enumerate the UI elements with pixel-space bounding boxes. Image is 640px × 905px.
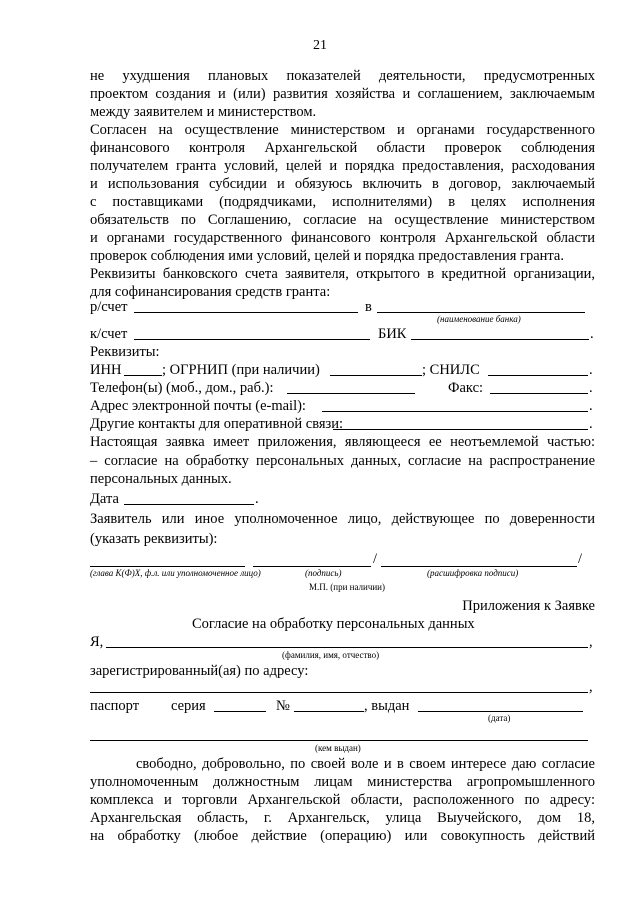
- email-end: .: [589, 398, 593, 414]
- consent-body-line-3: комплекса и торговли Архангельской области, расположенного по адресу:: [90, 792, 595, 808]
- attach-line-1: Настоящая заявка имеет приложения, являющееся ее неотъемлемой частью:: [90, 434, 595, 450]
- consent-body-line-2: уполномоченным должностным лицам министерства агропромышленного: [90, 774, 595, 790]
- applicant-line-2: (указать реквизиты):: [90, 531, 218, 547]
- fio-field[interactable]: [106, 647, 588, 648]
- address-field[interactable]: [90, 692, 588, 693]
- bik-label: БИК: [378, 326, 407, 342]
- ks-field[interactable]: [134, 339, 370, 340]
- signature-caption: (подпись): [305, 568, 342, 578]
- consent-title: Согласие на обработку персональных данных: [192, 616, 475, 632]
- para1-line-2: проектом создания и (или) развития хозяйства и соглашением, заключаемым: [90, 86, 595, 102]
- number-label: №: [276, 698, 290, 714]
- slash-left: /: [373, 551, 378, 567]
- phone-label: Телефон(ы) (моб., дом., раб.):: [90, 380, 274, 396]
- para2-line-7: и органами государственного финансового контроля Архангельской области: [90, 230, 595, 246]
- date-label: Дата: [90, 491, 119, 507]
- para1-line-1: не ухудшения плановых показателей деятельности, предусмотренных: [90, 68, 595, 84]
- page-number: 21: [313, 38, 327, 53]
- para2-line-6: обязательств по Соглашению, согласие на осуществление министерством: [90, 212, 595, 228]
- bank-name-field[interactable]: [377, 312, 585, 313]
- para2-line-8: проверок соблюдения ими условий, целей и порядка предоставления гранта.: [90, 248, 564, 264]
- para2-line-4: и использования субсидии и обязуюсь включить в договор, заключаемый: [90, 176, 595, 192]
- consent-body-line-1: свободно, добровольно, по своей воле и в своем интересе даю согласие: [136, 756, 595, 772]
- other-contacts-field[interactable]: [333, 429, 588, 430]
- i-label: Я,: [90, 634, 104, 650]
- signature-decode-caption: (расшифровка подписи): [427, 568, 519, 578]
- registered-label: зарегистрированный(ая) по адресу:: [90, 663, 309, 679]
- ks-label: к/счет: [90, 326, 128, 342]
- bank-intro-line-1: Реквизиты банковского счета заявителя, открытого в кредитной организации,: [90, 266, 595, 282]
- ogrnip-label: ; ОГРНИП (при наличии): [162, 362, 320, 378]
- signature-decode-field[interactable]: [381, 566, 577, 567]
- consent-body-line-4: Архангельская область, г. Архангельск, улица Выучейского, дом 18,: [90, 810, 595, 826]
- applicant-line-1: Заявитель или иное уполномоченное лицо, действующее по доверенности: [90, 511, 595, 527]
- para2-line-5: с поставщиками (подрядчиками, исполнителями) в целях исполнения: [90, 194, 595, 210]
- fio-comma: ,: [589, 634, 593, 650]
- snils-field[interactable]: [488, 375, 588, 376]
- bik-field[interactable]: [411, 339, 589, 340]
- series-field[interactable]: [214, 711, 266, 712]
- requisites-label: Реквизиты:: [90, 344, 160, 360]
- date-field[interactable]: [124, 504, 254, 505]
- passport-label: паспорт: [90, 698, 140, 714]
- email-label: Адрес электронной почты (e-mail):: [90, 398, 306, 414]
- address-comma: ,: [589, 679, 593, 695]
- para2-line-1: Согласен на осуществление министерством и органами государственного: [90, 122, 595, 138]
- fio-caption: (фамилия, имя, отчество): [282, 650, 380, 660]
- phone-field[interactable]: [287, 393, 415, 394]
- snils-label: ; СНИЛС: [422, 362, 480, 378]
- bank-name-caption: (наименование банка): [437, 314, 521, 324]
- fax-field[interactable]: [490, 393, 588, 394]
- number-field[interactable]: [294, 711, 364, 712]
- fax-end: .: [589, 380, 593, 396]
- bik-end: .: [590, 326, 594, 342]
- email-field[interactable]: [322, 411, 588, 412]
- attach-line-3: персональных данных.: [90, 471, 232, 487]
- snils-end: .: [589, 362, 593, 378]
- bank-intro-line-2: для софинансирования средств гранта:: [90, 284, 331, 300]
- signature-field[interactable]: [253, 566, 371, 567]
- rs-label: р/счет: [90, 299, 128, 315]
- other-contacts-end: .: [589, 416, 593, 432]
- consent-body-line-5: на обработку (любое действие (операцию) или совокупность действий: [90, 828, 595, 844]
- inn-field[interactable]: [124, 375, 162, 376]
- issued-by-caption: (кем выдан): [315, 743, 361, 753]
- issue-date-field[interactable]: [418, 711, 583, 712]
- head-name-field[interactable]: [90, 566, 245, 567]
- rs-field[interactable]: [134, 312, 358, 313]
- attach-line-2: – согласие на обработку персональных данных, согласие на распространение: [90, 453, 595, 469]
- inn-label: ИНН: [90, 362, 122, 378]
- ogrnip-field[interactable]: [330, 375, 422, 376]
- date-end: .: [255, 491, 259, 507]
- slash-right: /: [578, 551, 583, 567]
- issued-label: , выдан: [364, 698, 410, 714]
- in-label: в: [365, 299, 372, 315]
- fax-label: Факс:: [448, 380, 484, 396]
- head-caption: (глава К(Ф)Х, ф.л. или уполномоченное лицо): [90, 568, 261, 578]
- series-label: серия: [171, 698, 206, 714]
- date-caption: (дата): [488, 713, 511, 723]
- other-contacts-label: Другие контакты для оперативной связи:: [90, 416, 344, 432]
- issued-by-field[interactable]: [90, 740, 588, 741]
- para2-line-2: финансового контроля Архангельской области проверок соблюдения: [90, 140, 595, 156]
- stamp-caption: М.П. (при наличии): [309, 582, 385, 592]
- appendix-title: Приложения к Заявке: [462, 598, 595, 614]
- para2-line-3: получателем гранта условий, целей и порядка предоставления, расходования: [90, 158, 595, 174]
- para1-line-3: между заявителем и министерством.: [90, 104, 317, 120]
